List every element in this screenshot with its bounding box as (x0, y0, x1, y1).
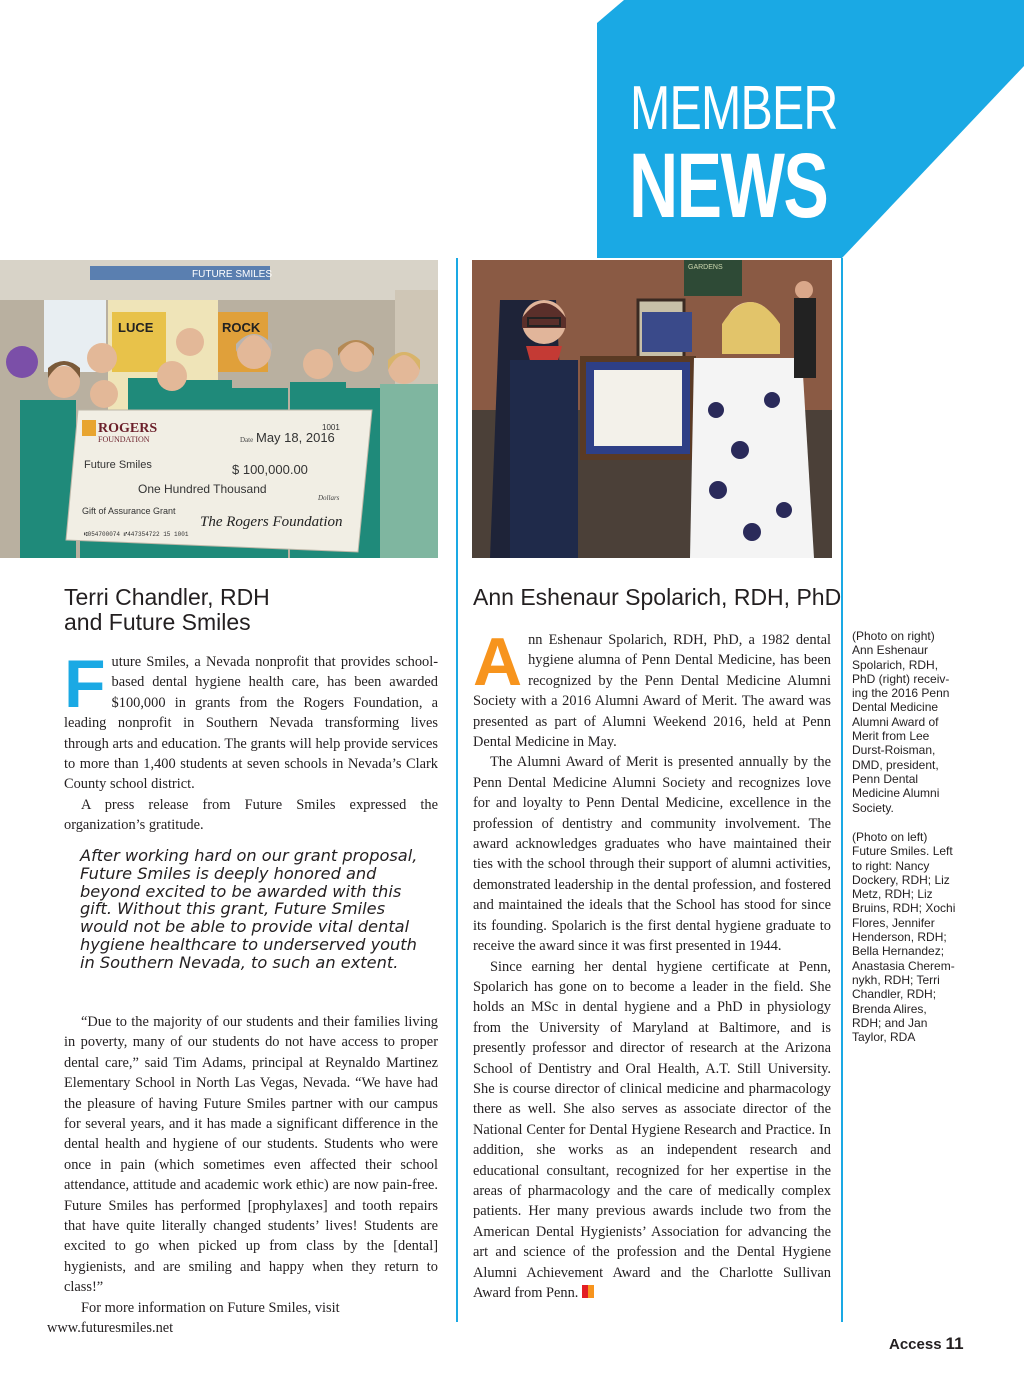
left-article-body-bottom (47, 1012, 438, 1339)
caption-line: Anastasia Cherem- (852, 958, 955, 973)
caption-line: Durst-Roisman, (852, 743, 936, 758)
column-rule-left (456, 258, 458, 1322)
website-link[interactable]: www.futuresmiles.net (47, 1320, 174, 1337)
caption-photo-right (852, 629, 964, 815)
caption-line: Brenda Alires, (852, 1001, 927, 1016)
caption-line: Ann Eshenaur (852, 643, 929, 658)
left-paragraph-4-line1: For more information on Future Smiles, visit (81, 1299, 340, 1316)
check-date-label: Date (240, 436, 254, 444)
caption-line: Chandler, RDH; (852, 987, 937, 1002)
right-article-body (473, 624, 831, 1303)
wall-sign-text: FUTURE SMILES (192, 269, 273, 280)
caption-line: Spolarich, RDH, (852, 657, 939, 672)
left-dropcap: F (64, 646, 106, 722)
left-article-headline (64, 585, 444, 635)
right-paragraph-3-text: Since earning her dental hygiene certificate at Penn, Spolarich has gone on to become a leader in the field. She holds an MSc in dental hygiene and a PhD in physiology from the University of Maryland at Baltimore, and is presently professor and director of research at the Arizona School of Dentistry and Oral Health, A.T. Still University. She is course director of clinical medicine and pharmacology there as well. She also serves as associate director of the National Center for Dental Hygiene Research and Practice. In addition, she works as an independent research and educational consultant, recognized for her expertise in the areas of pharmacology and the care of medically complex patients. Her many previous awards include two from the American Dental Hygienists’ Association for advancing the art and science of the profession and the Dental Hygiene Alumni Achievement Award and the Charlotte Sullivan Award from Penn. (473, 958, 831, 1301)
caption-photo-left (852, 830, 964, 1044)
right-paragraph-2: The Alumni Award of Merit is presented annually by the Penn Dental Medicine Alumni Society and recognizes love for and loyalty to Penn Dental Medicine, excellence in the profession of dentistry and community involvement. The award acknowledges graduates who have maintained their ties with the school through their support of alumni activities, demonstrated leadership in the dental profession, and fostered and maintained the ideals that the School has stood for since its founding. Spolarich is the first dental hygiene graduate to receive the award since it was first presented in 1944. (473, 754, 831, 955)
caption-line: Society. (852, 800, 894, 815)
caption-line: (Photo on right) (852, 629, 935, 643)
page-number: 11 (945, 1334, 964, 1353)
left-paragraph-3: “Due to the majority of our students and their families living in poverty, many of our students do not have access to proper dental care,” said Tim Adams, principal at Reynaldo Martinez Elementary School in North Las Vegas, Nevada. “We have had the pleasure of having Future Smiles partner with our campus for several years, and it has made a significant difference in the dental health and hygiene of our students. Students who were once in pain (which sometimes even affected their school attendance, attitude and academic work ethic) are now pain-free. Future Smiles has performed [prophylaxes] and tooth repairs that have quite literally changed students’ lives! Students are excited to go when picked up from class by the [dental] hygienists, and are smiling and happy when they return to class!” (64, 1014, 438, 1296)
caption-line: DMD, president, (852, 757, 939, 772)
left-paragraph-1-text: uture Smiles, a Nevada nonprofit that provides school-based dental hygiene health care, has been awarded $100,000 in grants from the Rogers Foundation, a leading nonprofit in Southern Nevada transforming lives through arts and education. The grants will help provide services to more than 1,400 students at seven schools in Nevada’s Clark County school district. (64, 654, 438, 793)
left-paragraph-1 (64, 646, 438, 795)
banner-title-member: MEMBER (630, 74, 838, 143)
page-footer (889, 1334, 964, 1354)
caption-line: nykh, RDH; Terri (852, 972, 940, 987)
end-mark-icon (582, 1285, 594, 1298)
caption-line: Medicine Alumni (852, 786, 940, 801)
check-amount: $ 100,000.00 (232, 462, 308, 477)
caption-line: Merit from Lee (852, 729, 930, 744)
right-paragraph-1 (473, 624, 831, 752)
caption-line: Taylor, RDA (852, 1030, 916, 1045)
caption-line: Flores, Jennifer (852, 915, 935, 930)
pull-quote: After working hard on our grant proposal, Future Smiles is deeply honored and beyond excited to be awarded with this gift. Without this grant, Future Smiles would not be able to provide vital dental hygiene healthcare to underserved youth in Southern Nevada, to such an extent. (80, 846, 418, 972)
right-paragraph-1-text: nn Eshenaur Spolarich, RDH, PhD, a 1982 dental hygiene alumna of Penn Dental Medicine, has been recognized by the Penn Dental Medicine Alumni Society with a 2016 Alumni Award of Merit. The award was presented as part of Alumni Weekend 2016, held at Penn Dental Medicine in May. (473, 632, 831, 751)
poster-rock-text: ROCK (222, 320, 261, 335)
check-payer-line1: ROGERS (98, 421, 158, 436)
left-paragraph-4 (47, 1298, 438, 1339)
check-dollars-label: Dollars (318, 494, 340, 502)
left-headline-line1: Terri Chandler, RDH (64, 584, 270, 610)
left-article-body-top (64, 646, 438, 836)
caption-line: RDH; and Jan (852, 1015, 928, 1030)
poster-luce-text: LUCE (118, 320, 154, 335)
caption-line: Bella Hernandez; (852, 944, 945, 959)
magazine-name: Access (889, 1336, 942, 1353)
banner-title-news: NEWS (629, 135, 828, 237)
check-signature: The Rogers Foundation (200, 514, 343, 530)
caption-line: Dental Medicine (852, 700, 939, 715)
award-presentation-photo (472, 260, 832, 558)
caption-line: PhD (right) receiv- (852, 671, 950, 686)
check-date: May 18, 2016 (256, 430, 335, 445)
left-paragraph-2: A press release from Future Smiles expressed the organization’s gratitude. (64, 796, 438, 834)
caption-line: (Photo on left) (852, 830, 928, 844)
caption-line: ing the 2016 Penn (852, 686, 950, 701)
right-paragraph-3 (473, 957, 831, 1304)
future-smiles-photo (0, 260, 438, 558)
check-payer-line2: FOUNDATION (98, 435, 150, 444)
left-headline-line2: and Future Smiles (64, 609, 251, 635)
caption-line: Bruins, RDH; Xochi (852, 901, 956, 916)
caption-line: Alumni Award of (852, 714, 939, 729)
check-amount-words: One Hundred Thousand (138, 482, 267, 496)
right-article-headline: Ann Eshenaur Spolarich, RDH, PhD (473, 584, 842, 610)
caption-line: Henderson, RDH; (852, 930, 947, 945)
caption-line: Penn Dental (852, 771, 919, 786)
wall-sign-gardens: GARDENS (688, 264, 723, 271)
right-dropcap: A (473, 624, 523, 700)
check-memo: Gift of Assurance Grant (82, 506, 176, 516)
caption-line: Future Smiles. Left (852, 844, 953, 859)
check-micr: ⑆054700074 ⑈447354722 15 1001 (84, 531, 189, 538)
column-rule-right (841, 258, 843, 1322)
check-number: 1001 (322, 423, 340, 432)
caption-line: to right: Nancy (852, 858, 930, 873)
caption-line: Dockery, RDH; Liz (852, 872, 950, 887)
check-payee: Future Smiles (84, 459, 152, 471)
caption-line: Metz, RDH; Liz (852, 887, 933, 902)
